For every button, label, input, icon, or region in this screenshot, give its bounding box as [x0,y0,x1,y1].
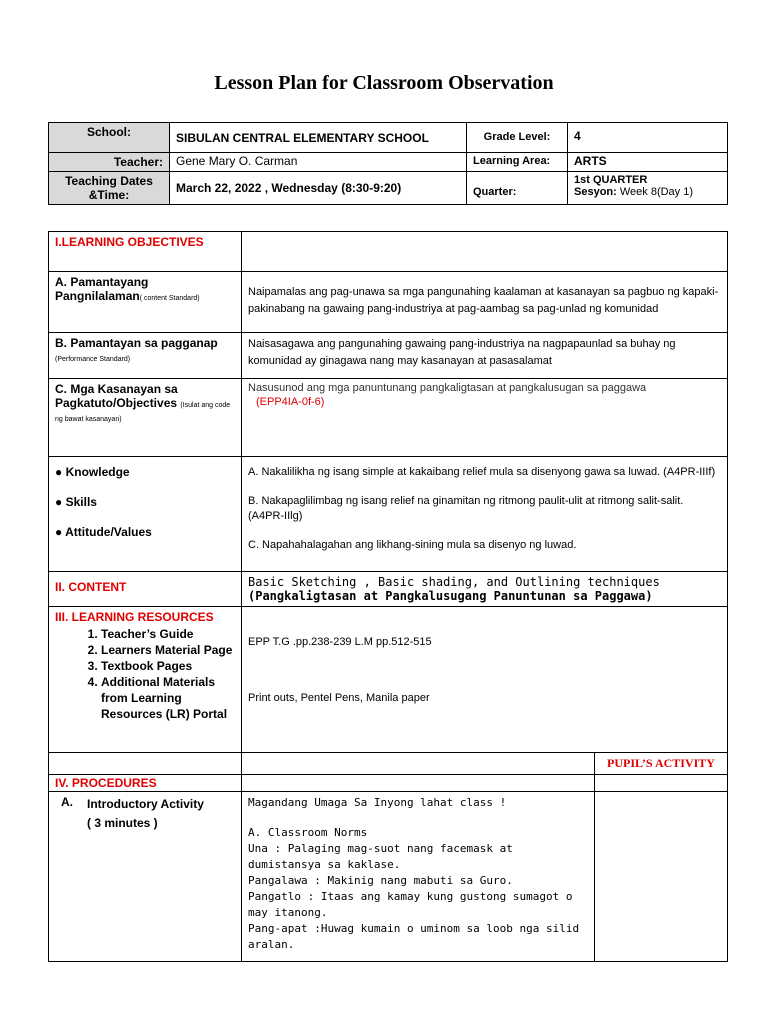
sesyon-label: Sesyon: [574,186,617,198]
objectives-note: (Isulat ang code ng bawat kasanayan) [55,402,231,423]
objectives-code: (EPP4IA-0f-6) [256,396,325,408]
grade-value: 4 [568,123,728,153]
resource-item: 4. Additional Materials from Learning Resources (LR) Portal [101,674,235,722]
knowledge-bullet: ● Knowledge [55,465,130,479]
dates-value: March 22, 2022 , Wednesday (8:30-9:20) [170,172,467,205]
resources-list [55,626,235,722]
content-heading: II. CONTENT [49,572,242,607]
dates-label: Teaching Dates &Time: [49,172,170,205]
objectives-text: Nasusunod ang mga panuntunang pangkaligtasan at pangkalusugan sa paggawa [248,382,647,394]
attitude-text: C. Napahahalagahan ang likhang-sining mula sa disenyo ng luwad. [248,539,577,551]
sesyon-value: Week 8(Day 1) [619,186,694,198]
resource-item: 3. Textbook Pages [101,658,235,674]
procedure-line: Pang-apat :Huwag kumain o uminom sa loob nga silid aralan. [248,922,580,951]
content-line1: Basic Sketching , Basic shading, and Outlining techniques [248,575,660,589]
performance-standard-label: B. Pamantayan sa pagganap [55,336,218,350]
introductory-label: Introductory Activity [87,797,204,811]
quarter-label: Quarter: [467,172,568,205]
school-label: School: [49,123,170,153]
performance-standard-note: (Performance Standard) [55,356,131,363]
resources-heading: III. LEARNING RESOURCES [55,610,214,624]
quarter-text: 1st QUARTER [574,174,648,186]
teacher-value: Gene Mary O. Carman [170,153,467,172]
pupil-activity-heading: PUPIL’S ACTIVITY [595,753,728,775]
header-table [48,122,728,205]
procedure-line: Pangalawa : Makinig nang mabuti sa Guro. [248,874,513,887]
resource-item: 2. Learners Material Page [101,642,235,658]
resource-ref1: EPP T.G .pp.238-239 L.M pp.512-515 [248,636,432,648]
resource-item: 1. Teacher’s Guide [101,626,235,642]
school-value: SIBULAN CENTRAL ELEMENTARY SCHOOL [170,123,467,153]
introductory-time: ( 3 minutes ) [87,816,158,830]
procedure-line: A. Classroom Norms [248,826,368,839]
resource-ref2: Print outs, Pentel Pens, Manila paper [248,692,430,704]
procedure-line: Magandang Umaga Sa Inyong lahat class ! [248,796,507,809]
procedures-heading: IV. PROCEDURES [49,775,242,792]
performance-standard-text: Naisasagawa ang pangunahing gawaing pang-industriya na nagpapaunlad sa buhay ng komunidad ay ginagawa nang may kasanayan at pasasalamat [242,333,728,379]
objectives-heading: I.LEARNING OBJECTIVES [49,232,242,272]
procedure-line: Pangatlo : Itaas ang kamay kung gustong sumagot o may itanong. [248,890,573,919]
teacher-label: Teacher: [49,153,170,172]
procedure-line: Una : Palaging mag-suot nang facemask at dumistansya sa kaklase. [248,842,513,871]
knowledge-text: A. Nakalilikha ng isang simple at kakaibang relief mula sa disenyong gawa sa luwad. (A4PR-IIIf) [248,466,716,478]
area-label: Learning Area: [467,153,568,172]
grade-label: Grade Level: [467,123,568,153]
content-line2: (Pangkaligtasan at Pangkalusugang Panuntunan sa Paggawa) [248,589,653,603]
page-title: Lesson Plan for Classroom Observation [214,72,554,94]
lesson-table [48,231,728,962]
area-value: ARTS [568,153,728,172]
attitude-bullet: ● Attitude/Values [55,525,152,539]
objectives-label: C. Mga Kasanayan sa Pagkatuto/Objectives [55,382,178,410]
content-standard-note: ( content Standard) [139,295,200,302]
introductory-activity: A. Introductory Activity ( 3 minutes ) [61,795,235,833]
skills-text: B. Nakapaglilimbag ng isang relief na ginamitan ng ritmong paulit-ulit at ritmong salit-salit. (A4PR-IIlg) [248,495,684,522]
content-standard-text: Naipamalas ang pag-unawa sa mga pangunahing kaalaman at kasanayan sa pagbuo ng kapaki-pakinabang na gawaing pang-industriya at pag-aambag sa pag-unlad ng komunidad [242,272,728,333]
skills-bullet: ● Skills [55,495,97,509]
content-standard-label: A. Pamantayang Pangnilalaman [55,275,149,303]
quarter-value [568,172,728,205]
